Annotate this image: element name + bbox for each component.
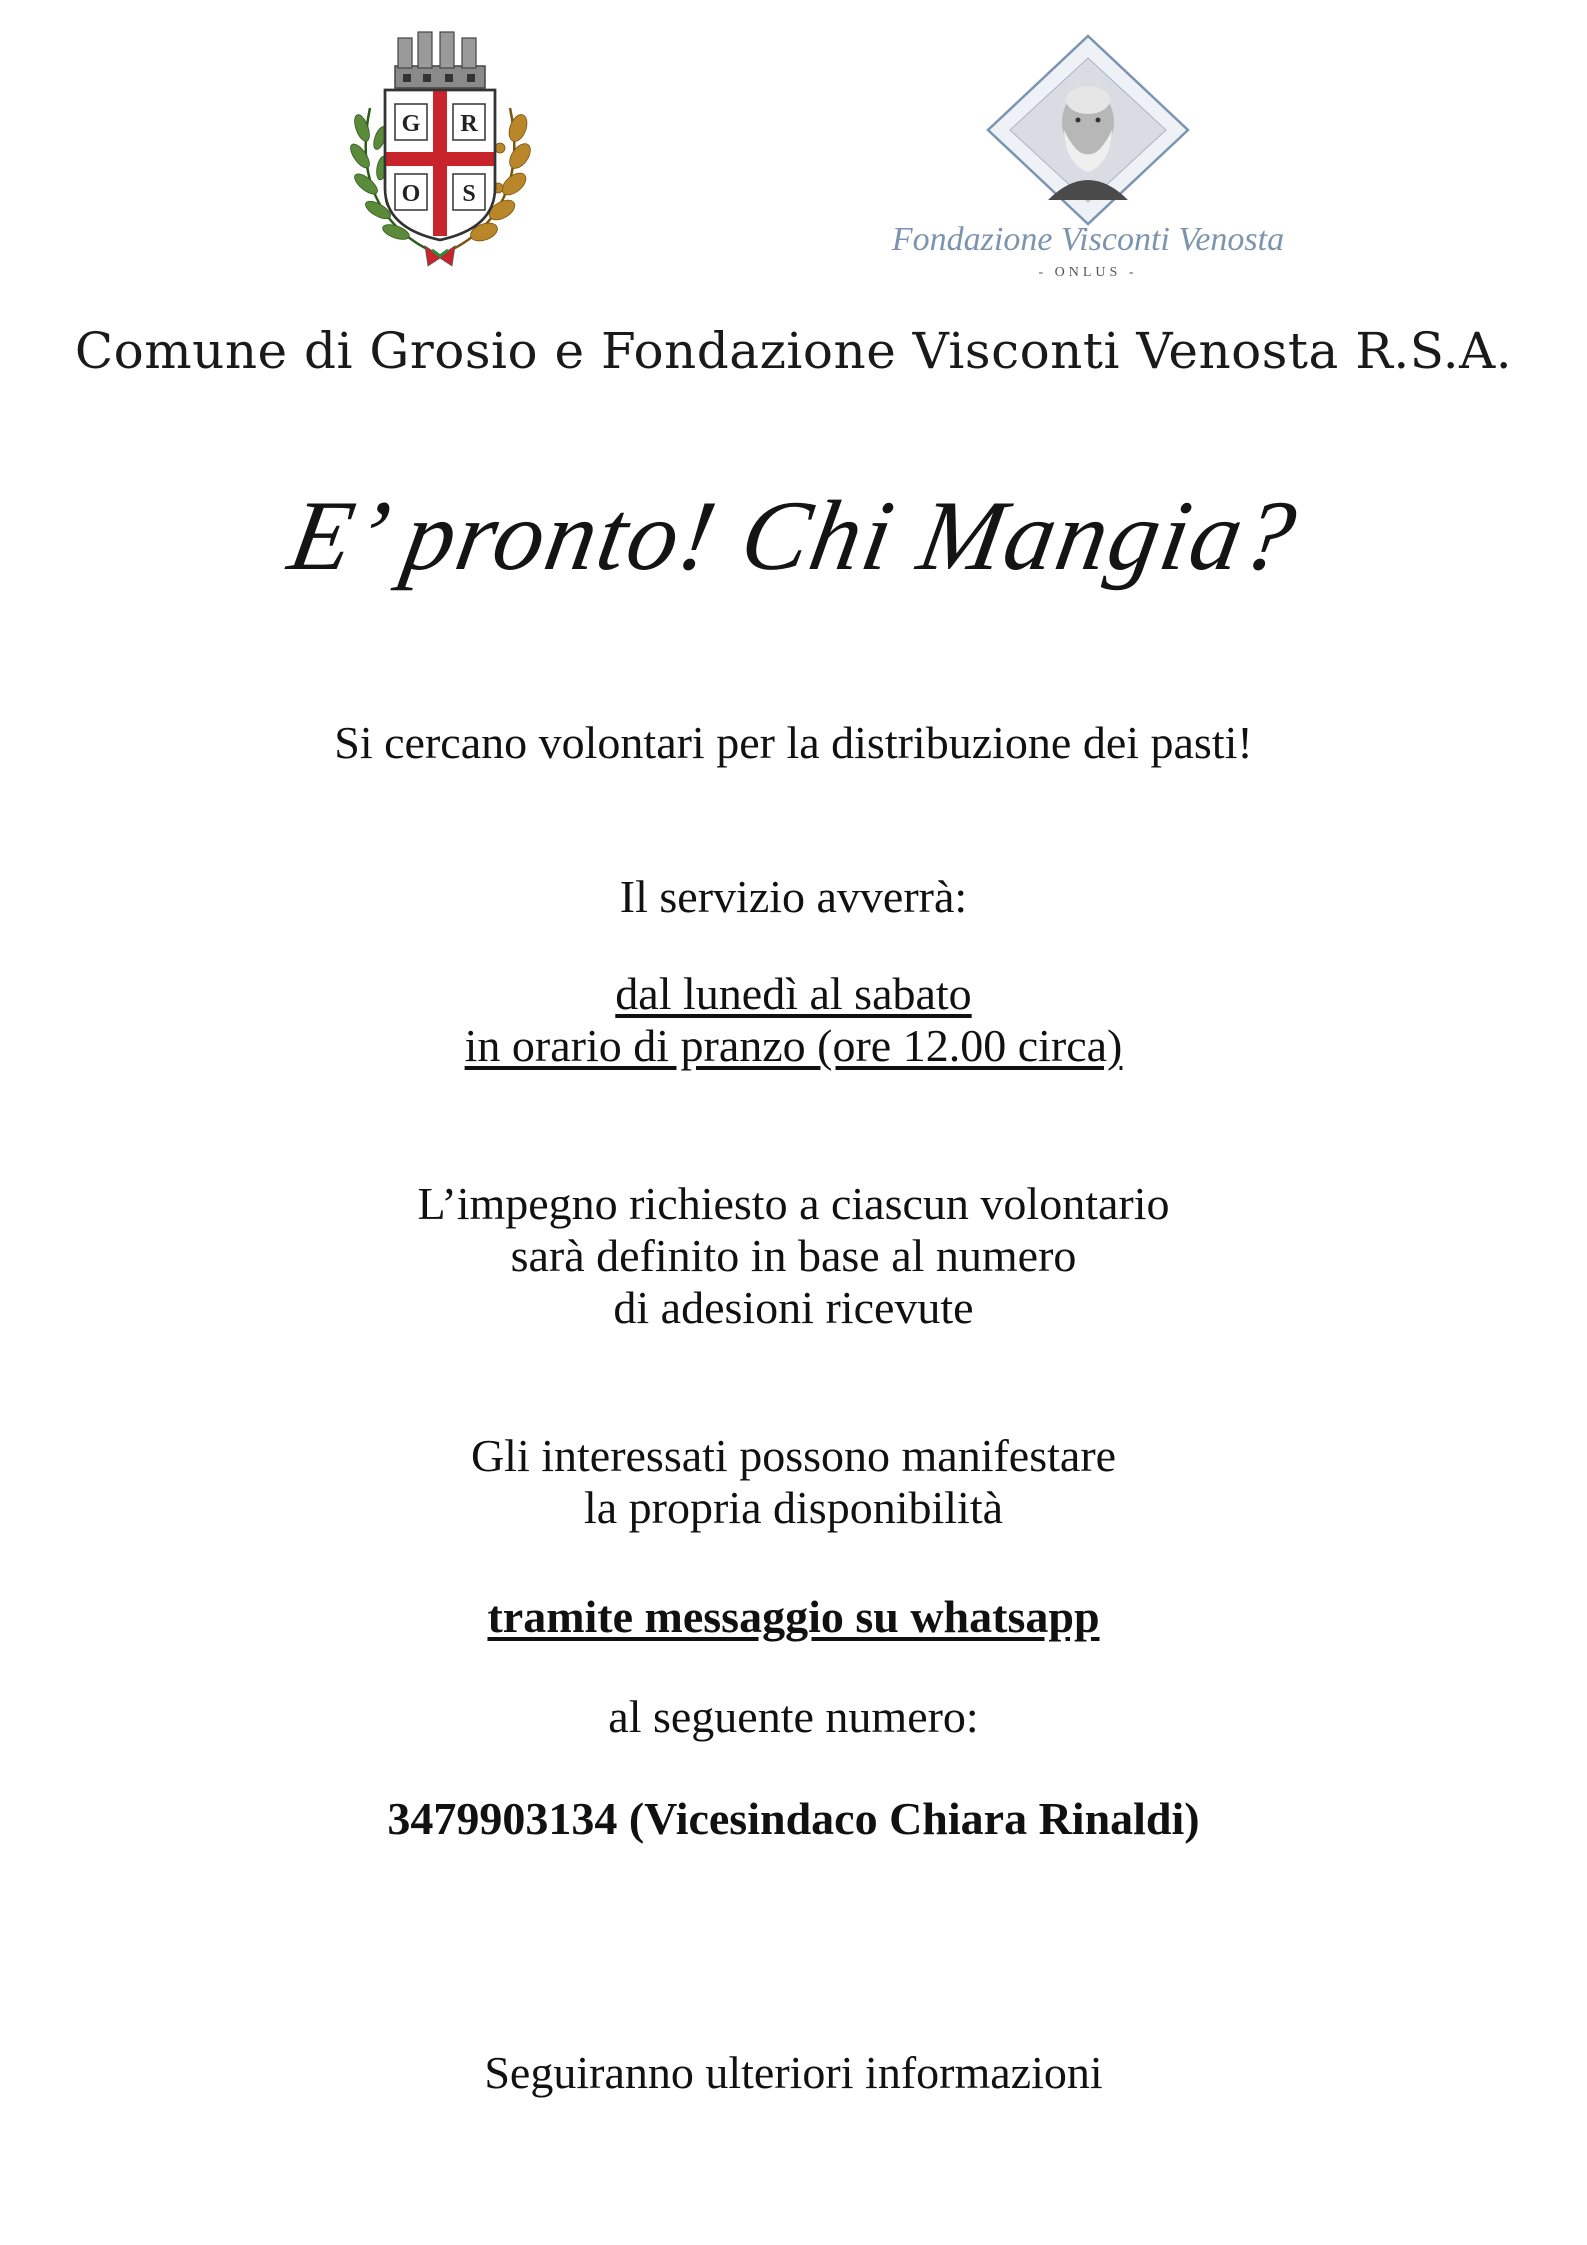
- municipal-coat-of-arms-icon: [340, 28, 540, 268]
- commitment-line: sarà definito in base al numero: [510, 1230, 1077, 1281]
- commitment-line: di adesioni ricevute: [613, 1282, 974, 1333]
- service-intro: Il servizio avverrà:: [619, 871, 968, 922]
- interest-line: Gli interessati possono manifestare: [470, 1430, 1117, 1481]
- interest-line: la propria disponibilità: [583, 1482, 1004, 1533]
- service-schedule: [0, 968, 1587, 1072]
- foundation-logo-name: Fondazione Visconti Venosta: [891, 221, 1285, 258]
- shield-letter-g: G: [401, 111, 421, 137]
- foundation-logo-subtitle: - ONLUS -: [1038, 265, 1138, 280]
- tricolor-ribbon-icon: [425, 246, 455, 266]
- crown-icon: [395, 32, 485, 88]
- shield-letter-s: S: [462, 181, 476, 207]
- service-time: in orario di pranzo (ore 12.00 circa): [464, 1020, 1123, 1071]
- foundation-logo: [888, 30, 1288, 280]
- volunteer-call: Si cercano volontari per la distribuzione dei pasti!: [334, 717, 1253, 768]
- page-title: E’ pronto! Chi Mangia?: [281, 480, 1306, 591]
- shield-letter-r: R: [460, 111, 478, 137]
- shield-letter-o: O: [401, 181, 421, 207]
- number-intro: al seguente numero:: [608, 1691, 979, 1742]
- contact-method: tramite messaggio su whatsapp: [487, 1591, 1100, 1642]
- contact-number: 3479903134 (Vicesindaco Chiara Rinaldi): [387, 1793, 1200, 1844]
- interest-text: [0, 1430, 1587, 1534]
- organizations-header: Comune di Grosio e Fondazione Visconti Venosta R.S.A.: [74, 322, 1513, 380]
- service-days: dal lunedì al sabato: [615, 968, 972, 1019]
- commitment-text: [0, 1178, 1587, 1334]
- closing-note: Seguiranno ulteriori informazioni: [484, 2047, 1103, 2098]
- founder-portrait-icon: [988, 36, 1188, 224]
- commitment-line: L’impegno richiesto a ciascun volontario: [417, 1178, 1170, 1229]
